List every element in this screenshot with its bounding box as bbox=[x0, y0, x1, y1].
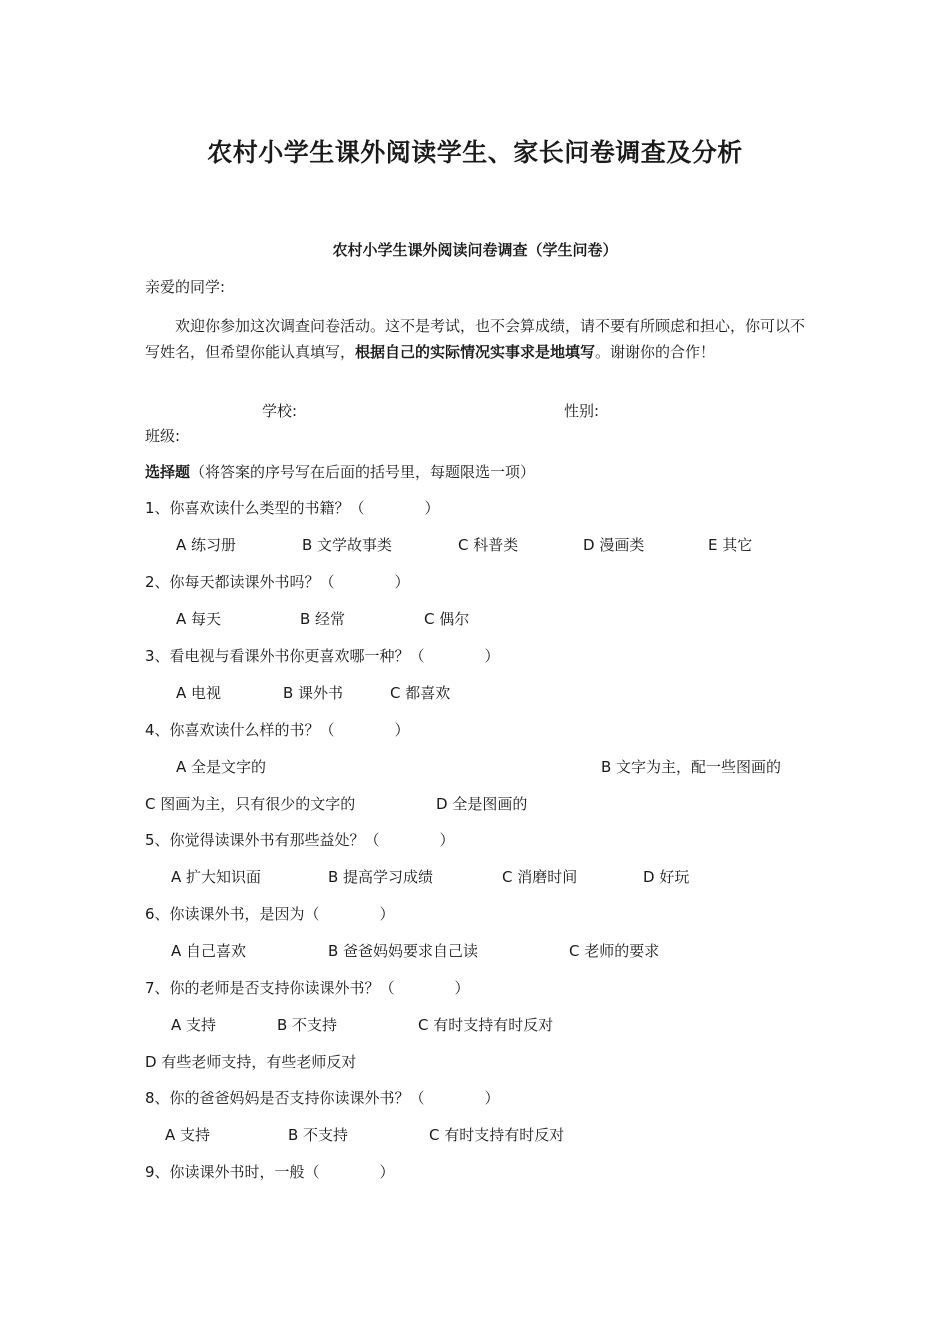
q4-option-c: C 图画为主，只有很少的文字的 bbox=[145, 795, 356, 813]
q5-option-a: A 扩大知识面 bbox=[171, 868, 262, 886]
q1-option-d: D 漫画类 bbox=[583, 536, 645, 554]
section-heading bbox=[145, 462, 535, 482]
q6-option-b: B 爸爸妈妈要求自己读 bbox=[328, 942, 479, 960]
question-3: 3、看电视与看课外书你更喜欢哪一种？（ ） bbox=[145, 647, 500, 665]
intro-text-2: 。谢谢你的合作！ bbox=[595, 343, 716, 361]
greeting: 亲爱的同学: bbox=[145, 278, 226, 296]
q1-option-b: B 文学故事类 bbox=[302, 536, 393, 554]
q8-option-c: C 有时支持有时反对 bbox=[429, 1126, 565, 1144]
q5-option-c: C 消磨时间 bbox=[502, 868, 578, 886]
q2-option-a: A 每天 bbox=[176, 610, 222, 628]
q7-option-c: C 有时支持有时反对 bbox=[418, 1016, 554, 1034]
intro-text-1: 欢迎你参加这次调查问卷活动。这不是考试，也不会算成绩，请不要有所顾虑和担心，你可以不写姓名，但希望你能认真填写， bbox=[145, 317, 806, 361]
gender-field-label: 性别: bbox=[564, 402, 600, 420]
q6-option-c: C 老师的要求 bbox=[569, 942, 660, 960]
q2-option-c: C 偶尔 bbox=[424, 610, 470, 628]
question-4: 4、你喜欢读什么样的书？（ ） bbox=[145, 721, 410, 739]
class-field-label: 班级: bbox=[145, 427, 181, 445]
q7-option-b: B 不支持 bbox=[277, 1016, 338, 1034]
q2-option-b: B 经常 bbox=[300, 610, 346, 628]
intro-paragraph bbox=[145, 313, 810, 365]
question-1: 1、你喜欢读什么类型的书籍？（ ） bbox=[145, 499, 440, 517]
question-8: 8、你的爸爸妈妈是否支持你读课外书？（ ） bbox=[145, 1089, 500, 1107]
q6-option-a: A 自己喜欢 bbox=[171, 942, 247, 960]
question-2: 2、你每天都读课外书吗？（ ） bbox=[145, 573, 410, 591]
q5-option-b: B 提高学习成绩 bbox=[328, 868, 434, 886]
q4-option-b: B 文字为主，配一些图画的 bbox=[601, 758, 782, 776]
q1-option-c: C 科普类 bbox=[458, 536, 519, 554]
q3-option-a: A 电视 bbox=[176, 684, 222, 702]
q4-option-a: A 全是文字的 bbox=[176, 758, 267, 776]
question-7: 7、你的老师是否支持你读课外书？（ ） bbox=[145, 979, 470, 997]
q3-option-b: B 课外书 bbox=[283, 684, 344, 702]
question-9: 9、你读课外书时，一般（ ） bbox=[145, 1163, 395, 1181]
document-title: 农村小学生课外阅读学生、家长问卷调查及分析 bbox=[207, 138, 743, 167]
question-5: 5、你觉得读课外书有那些益处？（ ） bbox=[145, 831, 455, 849]
q3-option-c: C 都喜欢 bbox=[390, 684, 451, 702]
section-note: （将答案的序号写在后面的括号里，每题限选一项） bbox=[190, 463, 536, 481]
questionnaire-subtitle: 农村小学生课外阅读问卷调查（学生问卷） bbox=[332, 241, 618, 259]
intro-emphasis: 根据自己的实际情况实事求是地填写 bbox=[355, 343, 596, 361]
q4-option-d: D 全是图画的 bbox=[436, 795, 528, 813]
q5-option-d: D 好玩 bbox=[643, 868, 690, 886]
section-label: 选择题 bbox=[145, 463, 191, 481]
q1-option-e: E 其它 bbox=[708, 536, 753, 554]
q8-option-a: A 支持 bbox=[165, 1126, 211, 1144]
q8-option-b: B 不支持 bbox=[288, 1126, 349, 1144]
q7-option-d: D 有些老师支持，有些老师反对 bbox=[145, 1053, 357, 1071]
school-field-label: 学校: bbox=[262, 402, 298, 420]
question-6: 6、你读课外书，是因为（ ） bbox=[145, 905, 395, 923]
q7-option-a: A 支持 bbox=[171, 1016, 217, 1034]
q1-option-a: A 练习册 bbox=[176, 536, 237, 554]
